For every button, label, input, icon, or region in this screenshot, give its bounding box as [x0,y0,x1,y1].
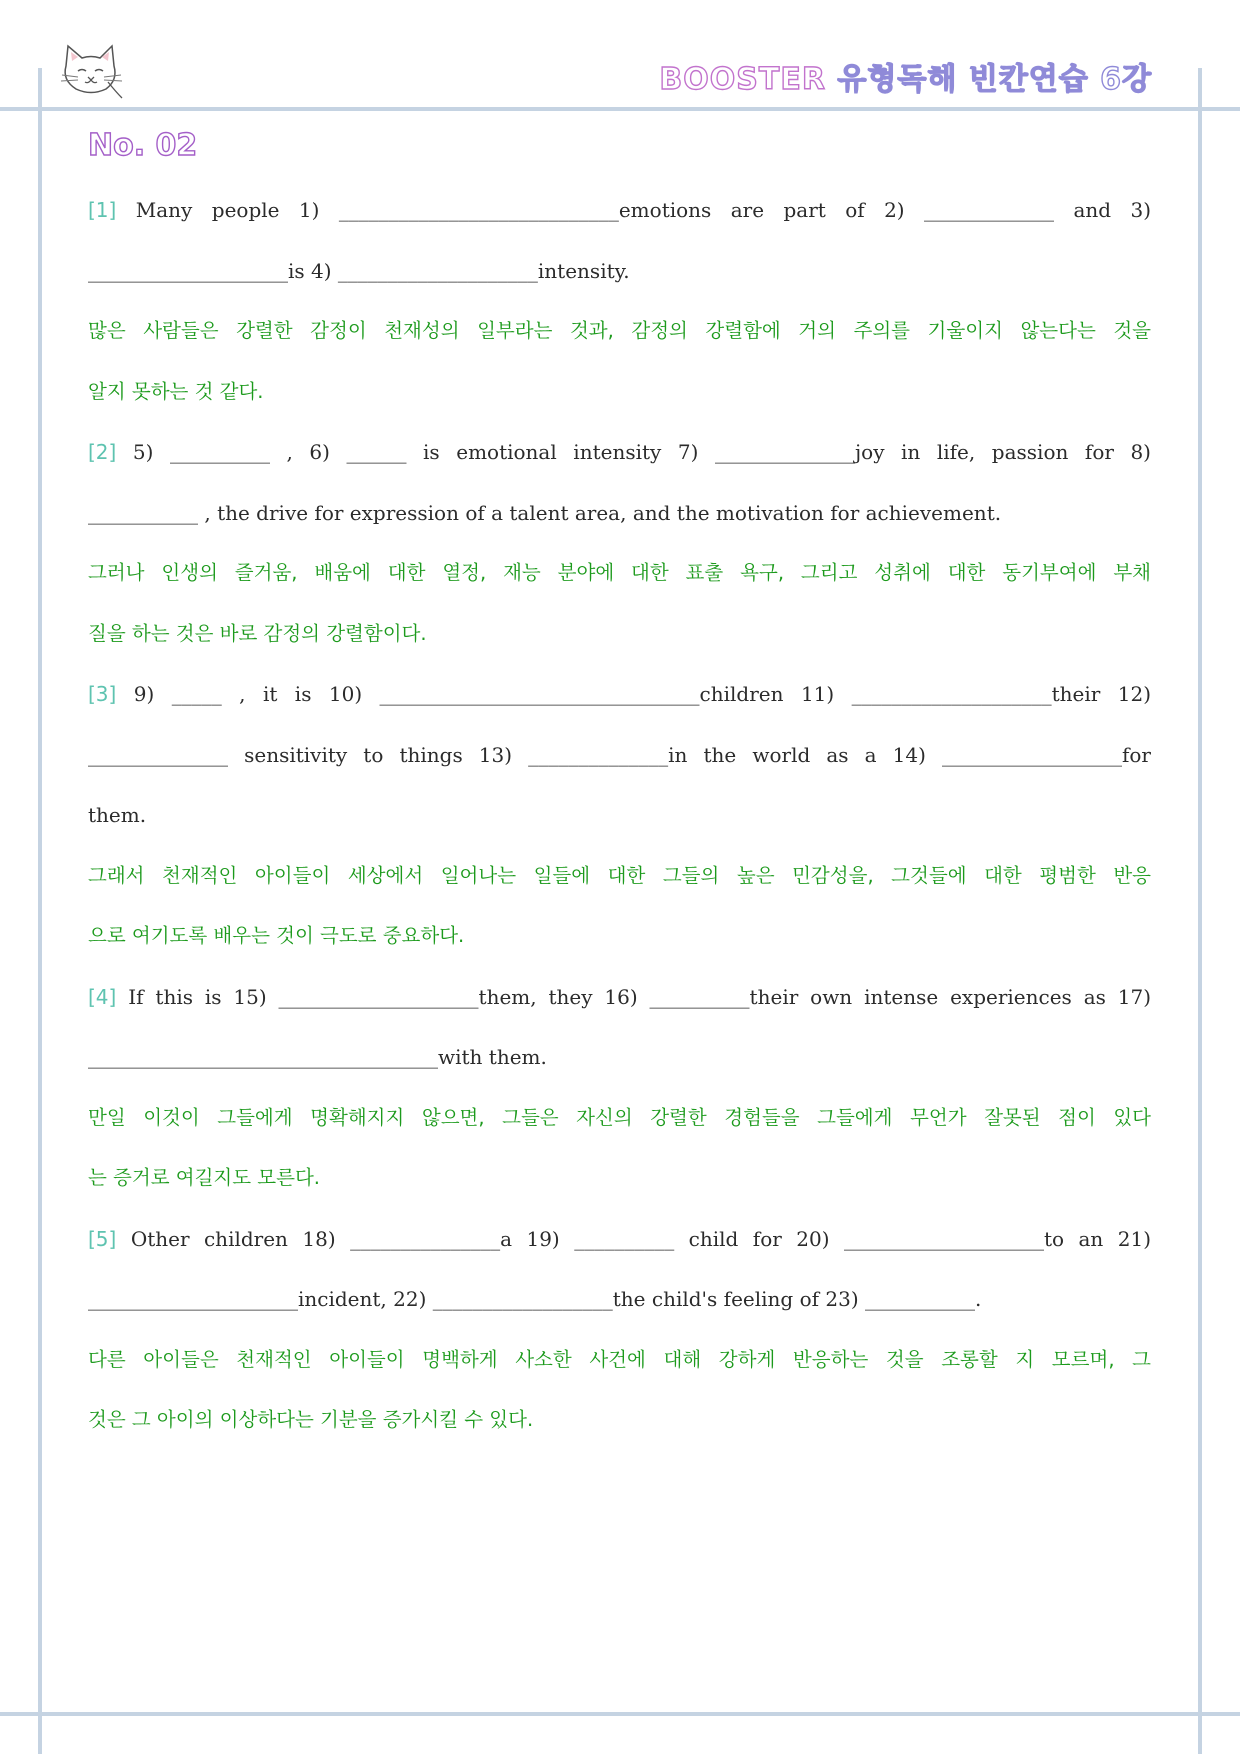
header-title [659,54,1152,98]
passage-3-line-3: them. [88,803,147,827]
frame-right-border [1198,68,1202,1754]
paragraph-number: [2] [88,440,117,464]
passage-5-line-2: _____________________incident, 22) __________________the child's feeling of 23) ___________. [88,1287,982,1311]
header-title-rest: 유형독해 빈칸연습 6강 [837,62,1152,97]
passage-5-line-1 [88,1209,1151,1270]
passage-5-translation-2: 것은 그 아이의 이상하다는 기분을 증가시킬 수 있다. [88,1408,534,1431]
passage-2-line-2: ___________ , the drive for expression of a talent area, and the motivation for achievement. [88,500,1002,525]
cat-logo-icon [58,42,124,100]
english-text: 5) __________ , 6) ______ is emotional intensity 7) ______________joy in life, passion for 8) [132,440,1151,464]
passage-number-label: No. 02 [88,128,198,163]
paragraph-number: [5] [88,1226,117,1251]
frame-bottom-border [0,1712,1240,1716]
passage-5-translation-1: 다른 아이들은 천재적인 아이들이 명백하게 사소한 사건에 대해 강하게 반응하는 것을 조롱할 지 모르며, 그 [88,1347,1151,1371]
passage-1-translation-1: 많은 사람들은 강렬한 감정이 천재성의 일부라는 것과, 감정의 강렬함에 거의 주의를 기울이지 않는다는 것을 [88,319,1151,342]
passage-3-line-1 [88,664,1151,725]
passage-4-translation-2: 는 증거로 여길지도 모른다. [88,1166,321,1189]
english-text: Other children 18) _______________a 19) __________ child for 20) ____________________to an 21) [130,1226,1152,1251]
frame-left-border [38,68,42,1754]
passage-4-line-2: ___________________________________with them. [88,1045,547,1069]
worksheet-content [88,180,1151,1451]
paragraph-number: [1] [88,198,117,222]
passage-1-line-2: ____________________is 4) ____________________intensity. [88,258,630,283]
passage-2-line-1 [88,422,1151,483]
english-text: If this is 15) ____________________them, they 16) __________their own intense experiences as 17) [128,984,1152,1009]
paragraph-number: [4] [88,984,117,1009]
passage-4-translation-1: 만일 이것이 그들에게 명확해지지 않으면, 그들은 자신의 강렬한 경험들을 그들에게 무언가 잘못된 점이 있다 [88,1105,1151,1129]
english-text: 9) _____ , it is 10) ________________________________children 11) ____________________their 12) [133,682,1152,706]
passage-1-line-1 [88,180,1151,241]
paragraph-number: [3] [88,682,117,706]
passage-2-translation-2: 질을 하는 것은 바로 감정의 강렬함이다. [88,621,427,645]
frame-top-border [0,107,1240,111]
header-booster-text: BOOSTER [659,62,826,97]
passage-3-line-2: ______________ sensitivity to things 13) ______________in the world as a 14) __________________for [88,742,1151,767]
passage-4-line-1 [88,967,1151,1028]
english-text: Many people 1) ____________________________emotions are part of 2) _____________ and 3) [135,198,1151,222]
passage-2-translation-1: 그러나 인생의 즐거움, 배움에 대한 열정, 재능 분야에 대한 표출 욕구, 그리고 성취에 대한 동기부여에 부채 [88,561,1151,584]
passage-1-translation-2: 알지 못하는 것 같다. [88,379,264,403]
passage-3-translation-2: 으로 여기도록 배우는 것이 극도로 중요하다. [88,924,465,947]
passage-3-translation-1: 그래서 천재적인 아이들이 세상에서 일어나는 일들에 대한 그들의 높은 민감성을, 그것들에 대한 평범한 반응 [88,863,1151,887]
